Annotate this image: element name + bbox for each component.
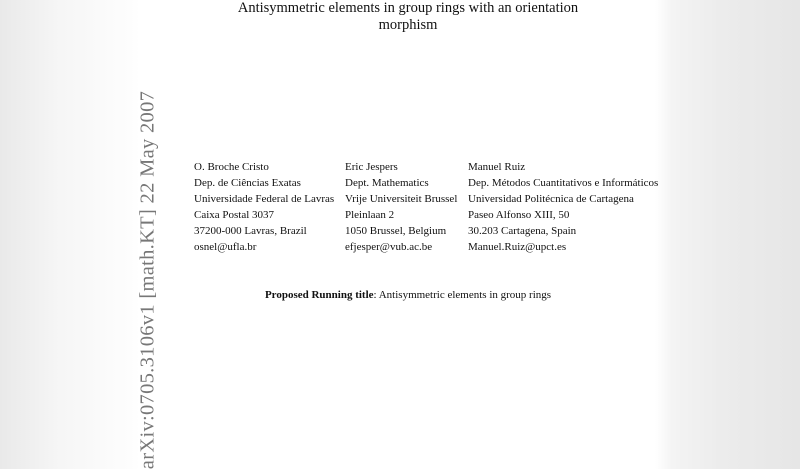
running-title-text: : Antisymmetric elements in group rings bbox=[373, 289, 552, 301]
author-dept: Dept. Mathematics bbox=[345, 177, 429, 189]
author-block-3 bbox=[468, 159, 658, 255]
author-dept: Dep. de Ciências Exatas bbox=[194, 177, 301, 189]
author-email: Manuel.Ruiz@upct.es bbox=[468, 241, 567, 253]
title-line-1: Antisymmetric elements in group rings with an orientation bbox=[237, 0, 579, 16]
author-city: 1050 Brussel, Belgium bbox=[345, 225, 447, 237]
author-city: 37200-000 Lavras, Brazil bbox=[194, 225, 307, 237]
author-name: O. Broche Cristo bbox=[194, 161, 269, 173]
author-block-1 bbox=[194, 159, 334, 255]
author-address: Pleinlaan 2 bbox=[345, 209, 395, 221]
arxiv-stamp: arXiv:0705.3106v1 [math.KT] 22 May 2007 bbox=[136, 90, 159, 469]
author-address: Caixa Postal 3037 bbox=[194, 209, 275, 221]
author-institution: Universidad Politécnica de Cartagena bbox=[468, 193, 634, 205]
author-email: osnel@ufla.br bbox=[194, 241, 257, 253]
author-name: Eric Jespers bbox=[345, 161, 398, 173]
author-city: 30.203 Cartagena, Spain bbox=[468, 225, 577, 237]
title-line-2: morphism bbox=[378, 17, 438, 33]
author-institution: Vrije Universiteit Brussel bbox=[345, 193, 458, 205]
author-email: efjesper@vub.ac.be bbox=[345, 241, 433, 253]
author-dept: Dep. Métodos Cuantitativos e Informáticos bbox=[468, 177, 659, 189]
author-block-2 bbox=[345, 159, 457, 255]
paper-title bbox=[160, 0, 656, 34]
author-institution: Universidade Federal de Lavras bbox=[194, 193, 335, 205]
running-title bbox=[160, 289, 656, 301]
author-name: Manuel Ruiz bbox=[468, 161, 526, 173]
running-title-label: Proposed Running title bbox=[264, 289, 374, 301]
author-address: Paseo Alfonso XIII, 50 bbox=[468, 209, 570, 221]
